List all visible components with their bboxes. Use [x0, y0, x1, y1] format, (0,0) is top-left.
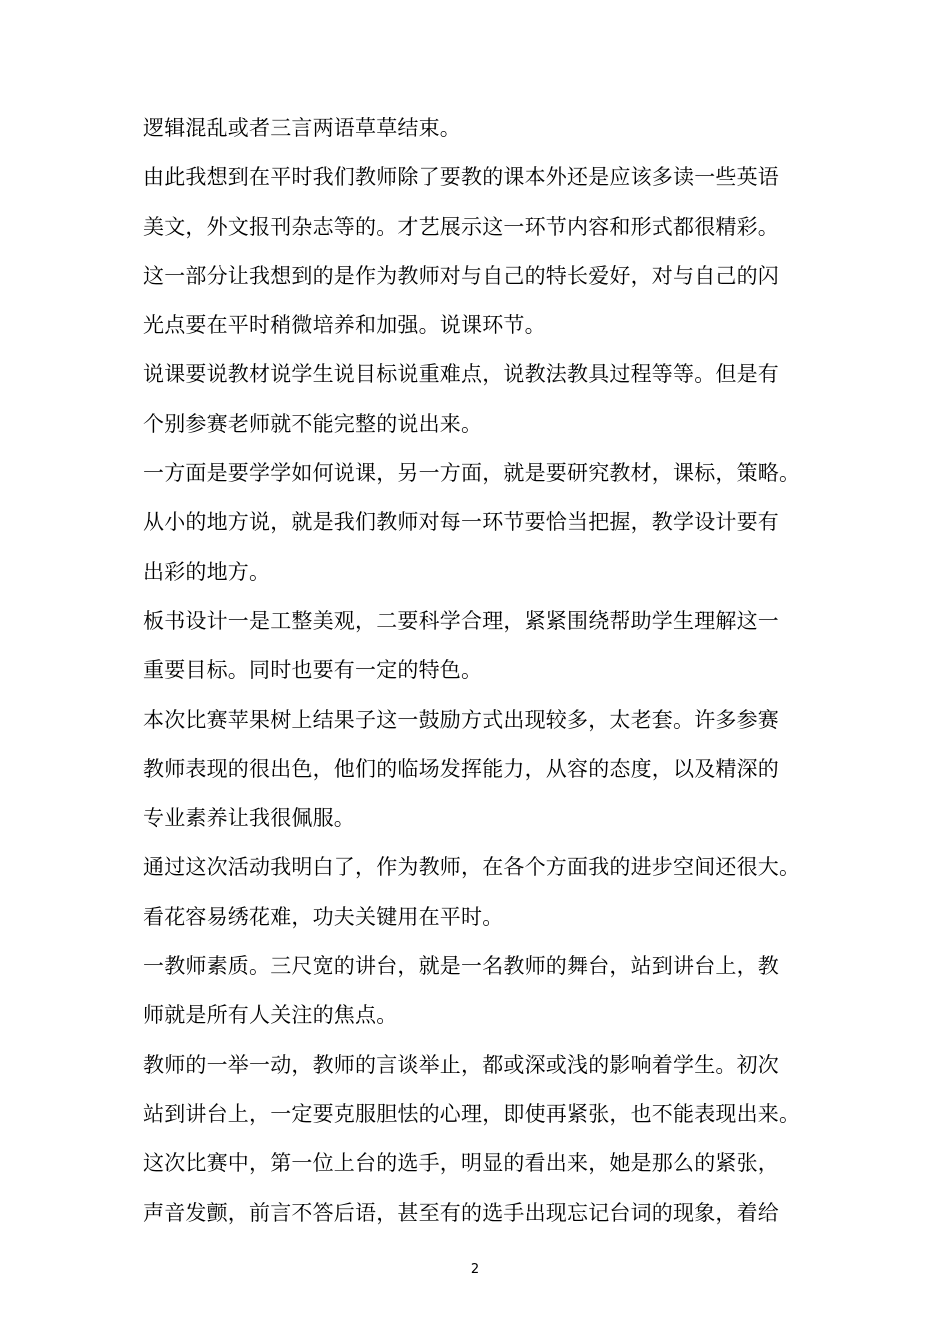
text-line: 通过这次活动我明白了，作为教师，在各个方面我的进步空间还很大。: [143, 855, 801, 880]
text-line: 逻辑混乱或者三言两语草草结束。: [143, 116, 461, 140]
text-line: 本次比赛苹果树上结果子这一鼓励方式出现较多，太老套。许多参赛: [143, 707, 779, 732]
text-line: 声音发颤，前言不答后语，甚至有的选手出现忘记台词的现象，着给: [143, 1200, 779, 1225]
text-line: 光点要在平时稍微培养和加强。说课环节。: [143, 313, 546, 338]
body-text: [143, 104, 843, 1238]
text-line: 这一部分让我想到的是作为教师对与自己的特长爱好，对与自己的闪: [143, 263, 779, 288]
text-line: 美文，外文报刊杂志等的。才艺展示这一环节内容和形式都很精彩。: [143, 214, 779, 239]
text-line: 看花容易绣花难，功夫关键用在平时。: [143, 904, 504, 929]
text-line: 由此我想到在平时我们教师除了要教的课本外还是应该多读一些英语: [143, 165, 779, 190]
text-line: 站到讲台上，一定要克服胆怯的心理，即使再紧张，也不能表现出来。: [143, 1101, 801, 1126]
page-number: 2: [470, 1262, 480, 1277]
text-line: 专业素养让我很佩服。: [143, 806, 355, 831]
text-line: 板书设计一是工整美观，二要科学合理，紧紧围绕帮助学生理解这一: [143, 608, 779, 633]
text-line: 重要目标。同时也要有一定的特色。: [143, 658, 483, 683]
text-line: 从小的地方说，就是我们教师对每一环节要恰当把握，教学设计要有: [143, 510, 779, 535]
text-line: 教师表现的很出色，他们的临场发挥能力，从容的态度，以及精深的: [143, 756, 779, 781]
text-line: 个别参赛老师就不能完整的说出来。: [143, 411, 483, 436]
text-line: 一方面是要学学如何说课，另一方面，就是要研究教材，课标，策略。: [143, 461, 801, 486]
text-line: 一教师素质。三尺宽的讲台，就是一名教师的舞台，站到讲台上，教: [143, 954, 779, 979]
text-line: 师就是所有人关注的焦点。: [143, 1003, 398, 1028]
text-line: 这次比赛中，第一位上台的选手，明显的看出来，她是那么的紧张，: [143, 1151, 779, 1176]
text-line: 教师的一举一动，教师的言谈举止，都或深或浅的影响着学生。初次: [143, 1052, 779, 1077]
text-line: 出彩的地方。: [143, 559, 271, 584]
text-line: 说课要说教材说学生说目标说重难点，说教法教具过程等等。但是有: [143, 362, 779, 387]
